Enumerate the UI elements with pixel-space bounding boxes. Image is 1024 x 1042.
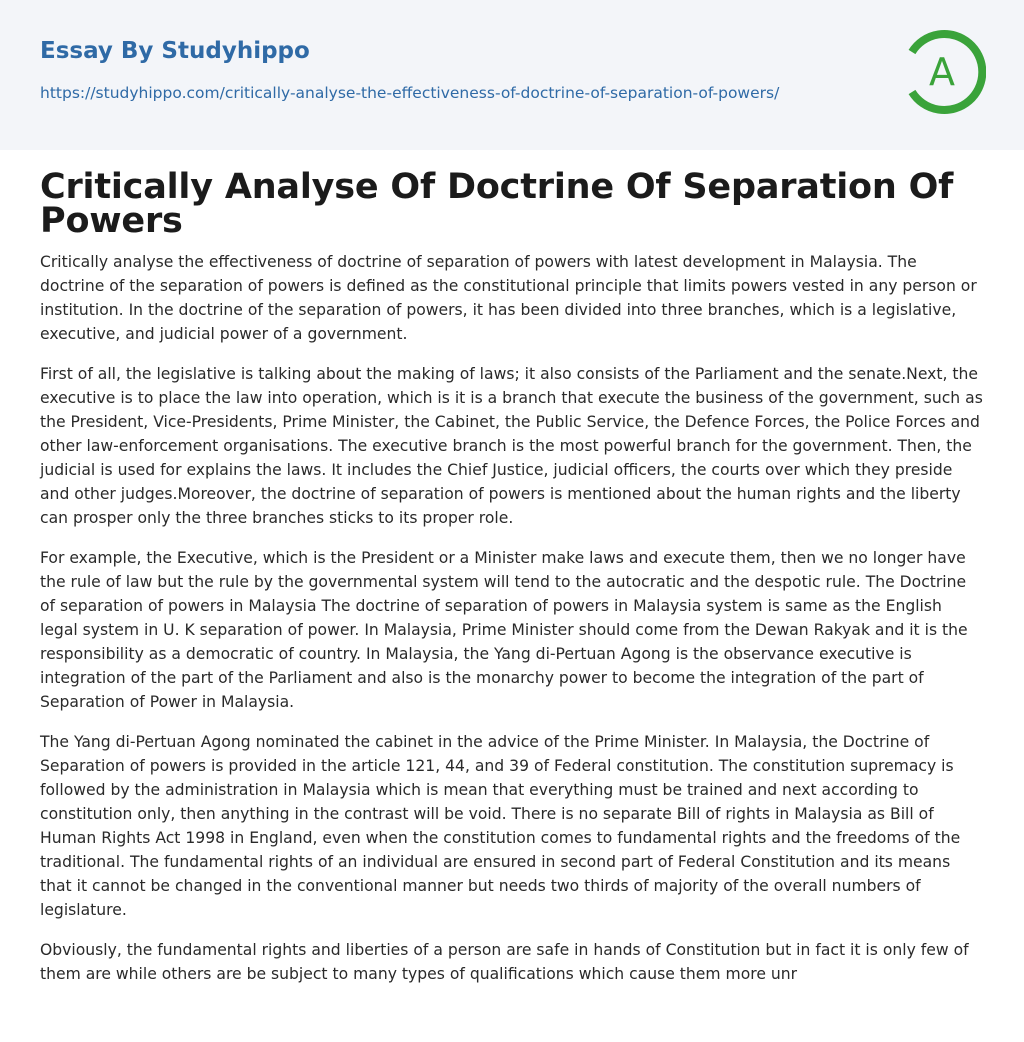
site-brand-link[interactable]: Essay By Studyhippo (40, 38, 310, 64)
site-header (0, 0, 1024, 150)
article-paragraph-4: The Yang di-Pertuan Agong nominated the cabinet in the advice of the Prime Minister. In Malaysia, the Doctrine of Separation of powers is provided in the article 121, 44, and 39 of Federal constitution. The constitution supremacy is followed by the administration in Malaysia which is mean that everything must be trained and next according to constitution only, then anything in the contrast will be void. There is no separate Bill of rights in Malaysia as Bill of Human Rights Act 1998 in England, even when the constitution comes to fundamental rights and the freedoms of the traditional. The fundamental rights of an individual are ensured in second part of Federal Constitution and its means that it cannot be changed in the conventional manner but needs two thirds of majority of the overall numbers of legislature. (40, 733, 961, 919)
article (0, 167, 1024, 986)
essay-url-link[interactable]: https://studyhippo.com/critically-analyse-the-effectiveness-of-doctrine-of-separation-of-powers/ (40, 84, 780, 102)
article-paragraph-5: Obviously, the fundamental rights and liberties of a person are safe in hands of Constitution but in fact it is only few of them are while others are be subject to many types of qualifications which cause them more unr (40, 941, 969, 983)
article-paragraph-3: For example, the Executive, which is the President or a Minister make laws and execute them, then we no longer have the rule of law but the rule by the governmental system will tend to the autocratic and the despotic rule. The Doctrine of separation of powers in Malaysia The doctrine of separation of powers in Malaysia system is same as the English legal system in U. K separation of power. In Malaysia, Prime Minister should come from the Dewan Rakyak and it is the responsibility as a democratic of country. In Malaysia, the Yang di-Pertuan Agong is the observance executive is integration of the part of the Parliament and also is the monarchy power to become the integration of the part of Separation of Power in Malaysia. (40, 549, 968, 711)
article-paragraph-1: Critically analyse the effectiveness of doctrine of separation of powers with latest development in Malaysia. The doctrine of the separation of powers is defined as the constitutional principle that limits powers vested in any person or institution. In the doctrine of the separation of powers, it has been divided into three branches, which is a legislative, executive, and judicial power of a government. (40, 253, 977, 343)
studyhippo-logo-icon[interactable] (898, 28, 986, 116)
page-title: Critically Analyse Of Doctrine Of Separation Of Powers (40, 167, 954, 241)
article-paragraph-2: First of all, the legislative is talking about the making of laws; it also consists of the Parliament and the senate.Next, the executive is to place the law into operation, which is it is a branch that execute the business of the government, such as the President, Vice-Presidents, Prime Minister, the Cabinet, the Public Service, the Defence Forces, the Police Forces and other law-enforcement organisations. The executive branch is the most powerful branch for the government. Then, the judicial is used for explains the laws. It includes the Chief Justice, judicial officers, the courts over which they preside and other judges.Moreover, the doctrine of separation of powers is mentioned about the human rights and the liberty can prosper only the three branches sticks to its proper role. (40, 365, 983, 527)
logo-letter: A (929, 50, 955, 94)
